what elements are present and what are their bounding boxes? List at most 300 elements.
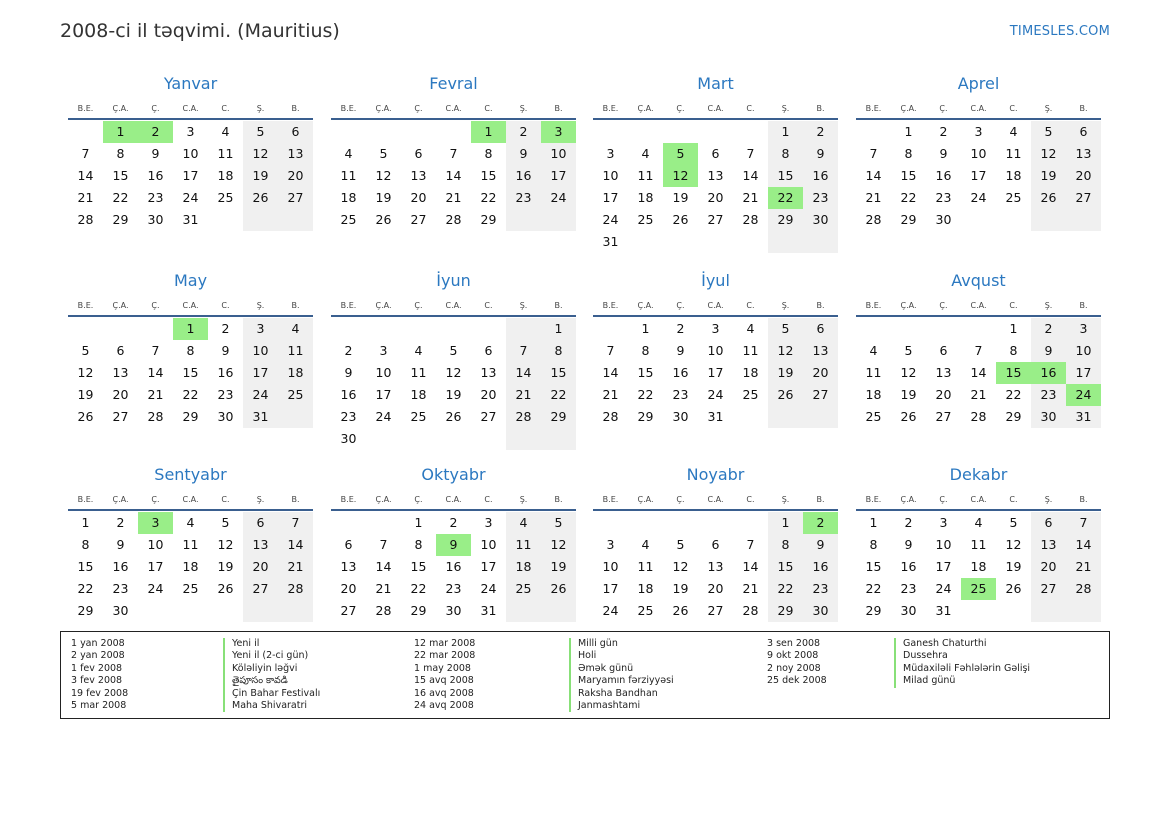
calendar-day: 27 <box>112 409 129 424</box>
calendar-day: 6 <box>484 343 493 358</box>
month-name: Dekabr <box>949 465 1008 484</box>
holiday-day: 16 <box>1031 362 1066 384</box>
calendar-day: 22 <box>112 190 129 205</box>
calendar-day: 7 <box>746 146 755 161</box>
calendar-day: 27 <box>480 409 497 424</box>
calendar-day: 20 <box>112 387 129 402</box>
calendar-day: 20 <box>707 581 724 596</box>
calendar-day: 2 <box>116 515 125 530</box>
calendar-day: 30 <box>803 600 838 622</box>
calendar-day: 18 <box>1005 168 1022 183</box>
page-title: 2008-ci il təqvimi. (Mauritius) <box>60 20 340 42</box>
calendar-day: 14 <box>506 362 541 384</box>
calendar-day: 20 <box>1066 165 1101 187</box>
calendar-day: 24 <box>375 409 392 424</box>
calendar-day: 25 <box>742 387 759 402</box>
calendar-day: 6 <box>414 146 423 161</box>
calendar-day: 19 <box>541 556 576 578</box>
calendar-day: 15 <box>637 365 654 380</box>
calendar-day: 18 <box>637 190 654 205</box>
calendar-day: 5 <box>449 343 458 358</box>
legend-date: 22 mar 2008 <box>414 650 476 662</box>
calendar-day: 7 <box>506 340 541 362</box>
calendar-day: 8 <box>414 537 423 552</box>
calendar-day: 27 <box>243 578 278 600</box>
holiday-day: 3 <box>138 512 173 534</box>
weekday-label: B. <box>291 301 300 310</box>
holiday-day: 2 <box>803 512 838 534</box>
calendar-day: 12 <box>1005 537 1022 552</box>
calendar-day: 29 <box>768 600 803 622</box>
calendar-day: 11 <box>1005 146 1022 161</box>
calendar-day: 26 <box>768 384 803 406</box>
calendar-day: 19 <box>900 387 917 402</box>
legend-date: 16 avq 2008 <box>414 687 474 699</box>
weekday-label: B.E. <box>77 104 94 113</box>
calendar-day: 25 <box>410 409 427 424</box>
calendar-day: 20 <box>410 190 427 205</box>
calendar-day: 4 <box>414 343 423 358</box>
calendar-day: 16 <box>506 165 541 187</box>
calendar-day: 25 <box>865 409 882 424</box>
calendar-day: 12 <box>900 365 917 380</box>
legend-holiday-name: Çin Bahar Festivalı <box>223 688 320 700</box>
calendar-day: 21 <box>1066 556 1101 578</box>
calendar-day: 28 <box>147 409 164 424</box>
weekday-label: Ç.A. <box>637 104 654 113</box>
calendar-day: 30 <box>935 212 952 227</box>
calendar-day: 9 <box>221 343 230 358</box>
calendar-day: 31 <box>480 603 497 618</box>
weekday-label: Ç. <box>414 301 423 310</box>
calendar-day: 31 <box>243 406 278 428</box>
calendar-day: 28 <box>1066 578 1101 600</box>
calendar-day: 26 <box>217 581 234 596</box>
calendar-day: 11 <box>182 537 199 552</box>
legend-holiday-name: Dussehra <box>894 650 1030 662</box>
calendar-day: 15 <box>768 165 803 187</box>
calendar-day: 29 <box>637 409 654 424</box>
legend-dates <box>767 638 827 688</box>
calendar-day: 8 <box>541 340 576 362</box>
calendar-day: 21 <box>602 387 619 402</box>
calendar-day: 5 <box>1009 515 1018 530</box>
calendar-day: 25 <box>217 190 234 205</box>
month-rule <box>331 509 576 511</box>
weekday-label: Ç.A. <box>112 301 129 310</box>
calendar-day: 13 <box>935 365 952 380</box>
calendar-day: 10 <box>970 146 987 161</box>
weekday-label: B.E. <box>602 301 619 310</box>
calendar-day: 27 <box>1066 187 1101 209</box>
legend-date: 5 mar 2008 <box>71 699 127 711</box>
calendar-day: 21 <box>147 387 164 402</box>
calendar-day: 17 <box>480 559 497 574</box>
calendar-day: 26 <box>1005 581 1022 596</box>
holiday-day: 12 <box>663 165 698 187</box>
calendar-day: 1 <box>768 512 803 534</box>
legend-date: 9 okt 2008 <box>767 650 819 662</box>
calendar-day: 3 <box>243 318 278 340</box>
calendar-day: 6 <box>116 343 125 358</box>
calendar-day: 23 <box>672 387 689 402</box>
calendar-day: 28 <box>742 212 759 227</box>
calendar-day: 5 <box>221 515 230 530</box>
calendar-day: 21 <box>865 190 882 205</box>
calendar-day: 6 <box>1066 121 1101 143</box>
calendar-day: 20 <box>243 556 278 578</box>
calendar-day: 1 <box>904 124 913 139</box>
calendar-day: 11 <box>970 537 987 552</box>
calendar-day: 14 <box>445 168 462 183</box>
legend-date: 1 yan 2008 <box>71 638 125 649</box>
calendar-day: 4 <box>641 537 650 552</box>
calendar-day: 5 <box>541 512 576 534</box>
calendar-day: 8 <box>768 143 803 165</box>
calendar-day: 31 <box>935 603 952 618</box>
month-name: Yanvar <box>163 74 218 93</box>
calendar-day: 30 <box>147 212 164 227</box>
calendar-day: 18 <box>410 387 427 402</box>
legend-holiday-name: Maha Shivaratri <box>223 700 320 712</box>
calendar-day: 30 <box>900 603 917 618</box>
month-name: Avqust <box>951 271 1006 290</box>
weekday-label: Ç. <box>414 495 423 504</box>
calendar-day: 10 <box>602 168 619 183</box>
calendar-day: 7 <box>81 146 90 161</box>
calendar-day: 28 <box>602 409 619 424</box>
weekday-label: Ş. <box>519 495 528 504</box>
legend-date: 3 fev 2008 <box>71 675 123 687</box>
holiday-day: 25 <box>961 578 996 600</box>
calendar-day: 14 <box>602 365 619 380</box>
calendar-day: 6 <box>1031 512 1066 534</box>
calendar-day: 27 <box>707 212 724 227</box>
calendar-day: 13 <box>1031 534 1066 556</box>
calendar-day: 5 <box>81 343 90 358</box>
calendar-day: 4 <box>186 515 195 530</box>
weekday-label: C.A. <box>970 104 987 113</box>
month-name: Noyabr <box>686 465 745 484</box>
calendar-day: 3 <box>606 146 615 161</box>
legend-names <box>223 638 320 712</box>
calendar-day: 7 <box>1066 512 1101 534</box>
calendar-day: 22 <box>865 581 882 596</box>
calendar-day: 8 <box>81 537 90 552</box>
calendar-day: 10 <box>182 146 199 161</box>
calendar-day: 1 <box>541 318 576 340</box>
calendar-day: 17 <box>707 365 724 380</box>
weekday-label: Ç.A. <box>900 495 917 504</box>
calendar-day: 25 <box>278 384 313 406</box>
weekday-label: C.A. <box>707 495 724 504</box>
weekday-label: C. <box>221 104 230 113</box>
calendar-day: 22 <box>541 384 576 406</box>
calendar-day: 21 <box>77 190 94 205</box>
weekday-label: C. <box>746 104 755 113</box>
weekend-cell <box>506 209 541 231</box>
legend-date: 19 fev 2008 <box>71 687 129 699</box>
calendar-day: 4 <box>1009 124 1018 139</box>
legend-dates <box>71 638 128 712</box>
calendar-day: 21 <box>375 581 392 596</box>
weekday-label: B.E. <box>340 104 357 113</box>
weekday-label: C.A. <box>445 495 462 504</box>
calendar-day: 21 <box>970 387 987 402</box>
weekday-label: B.E. <box>865 301 882 310</box>
holiday-day: 24 <box>1066 384 1101 406</box>
calendar-day: 23 <box>803 578 838 600</box>
weekday-label: Ş. <box>256 495 265 504</box>
calendar-day: 4 <box>278 318 313 340</box>
calendar-day: 26 <box>77 409 94 424</box>
legend-holiday-name: Maryamın fərziyyəsi <box>569 675 674 687</box>
calendar-day: 24 <box>602 212 619 227</box>
legend-date: 25 dek 2008 <box>767 675 827 687</box>
calendar-day: 8 <box>186 343 195 358</box>
calendar-day: 6 <box>939 343 948 358</box>
calendar-day: 14 <box>1066 534 1101 556</box>
calendar-day: 16 <box>340 387 357 402</box>
calendar-day: 18 <box>182 559 199 574</box>
weekday-label: Ş. <box>519 104 528 113</box>
calendar-day: 28 <box>445 212 462 227</box>
weekend-cell <box>243 600 278 622</box>
weekday-label: B. <box>554 301 563 310</box>
weekday-label: B.E. <box>340 495 357 504</box>
calendar-day: 31 <box>707 409 724 424</box>
calendar-day: 13 <box>707 559 724 574</box>
calendar-day: 10 <box>480 537 497 552</box>
legend-holiday-name: Əmək günü <box>569 663 674 675</box>
holiday-day: 1 <box>173 318 208 340</box>
weekday-label: Ş. <box>256 301 265 310</box>
weekend-cell <box>243 209 278 231</box>
weekday-label: Ç. <box>676 104 685 113</box>
calendar-day: 7 <box>278 512 313 534</box>
calendar-day: 28 <box>865 212 882 227</box>
legend-holiday-name: Müdaxiləli Fəhlələrin Gəlişi <box>894 663 1030 675</box>
weekday-label: B.E. <box>865 495 882 504</box>
calendar-day: 11 <box>340 168 357 183</box>
calendar-day: 20 <box>480 387 497 402</box>
calendar-day: 29 <box>480 212 497 227</box>
calendar-day: 6 <box>803 318 838 340</box>
weekday-label: B.E. <box>865 104 882 113</box>
calendar-day: 4 <box>641 146 650 161</box>
calendar-day: 26 <box>243 187 278 209</box>
legend-date: 3 sen 2008 <box>767 638 821 649</box>
month-name: Oktyabr <box>421 465 486 484</box>
calendar-day: 23 <box>506 187 541 209</box>
calendar-day: 25 <box>340 212 357 227</box>
calendar-day: 17 <box>602 581 619 596</box>
calendar-day: 10 <box>602 559 619 574</box>
calendar-day: 9 <box>939 146 948 161</box>
calendar-day: 5 <box>243 121 278 143</box>
weekday-label: Ç. <box>939 495 948 504</box>
weekday-label: Ç.A. <box>900 301 917 310</box>
calendar-day: 19 <box>77 387 94 402</box>
calendar-day: 5 <box>904 343 913 358</box>
month-rule <box>593 315 838 317</box>
calendar-day: 29 <box>77 603 94 618</box>
calendar-day: 15 <box>768 556 803 578</box>
calendar-day: 19 <box>672 190 689 205</box>
calendar-day: 23 <box>147 190 164 205</box>
holiday-day: 22 <box>768 187 803 209</box>
calendar-day: 23 <box>445 581 462 596</box>
weekday-label: B. <box>554 495 563 504</box>
weekday-label: B. <box>816 301 825 310</box>
holiday-day: 2 <box>138 121 173 143</box>
weekday-label: Ç. <box>676 495 685 504</box>
holiday-day: 1 <box>471 121 506 143</box>
calendar-day: 16 <box>445 559 462 574</box>
calendar-day: 27 <box>707 603 724 618</box>
weekday-label: Ç.A. <box>637 301 654 310</box>
calendar-day: 15 <box>112 168 129 183</box>
calendar-day: 28 <box>375 603 392 618</box>
calendar-day: 20 <box>1031 556 1066 578</box>
calendar-day: 5 <box>676 537 685 552</box>
calendar-day: 4 <box>506 512 541 534</box>
calendar-day: 11 <box>865 365 882 380</box>
calendar-day: 18 <box>865 387 882 402</box>
weekday-label: C.A. <box>445 301 462 310</box>
holiday-day: 9 <box>436 534 471 556</box>
calendar-day: 17 <box>970 168 987 183</box>
calendar-day: 30 <box>1031 406 1066 428</box>
calendar-day: 4 <box>746 321 755 336</box>
legend-date: 15 avq 2008 <box>414 675 474 687</box>
weekday-label: B. <box>1079 104 1088 113</box>
weekday-label: Ç. <box>151 495 160 504</box>
calendar-day: 6 <box>711 146 720 161</box>
calendar-day: 4 <box>221 124 230 139</box>
weekday-label: B.E. <box>77 495 94 504</box>
calendar-day: 22 <box>768 578 803 600</box>
calendar-day: 2 <box>904 515 913 530</box>
weekday-label: C. <box>221 495 230 504</box>
calendar-day: 7 <box>974 343 983 358</box>
calendar-day: 10 <box>147 537 164 552</box>
calendar-day: 29 <box>768 209 803 231</box>
weekday-label: Ç. <box>151 104 160 113</box>
calendar-day: 18 <box>970 559 987 574</box>
calendar-day: 14 <box>742 168 759 183</box>
calendar-day: 6 <box>243 512 278 534</box>
calendar-day: 24 <box>707 387 724 402</box>
calendar-day: 24 <box>541 187 576 209</box>
calendar-day: 24 <box>243 384 278 406</box>
weekday-label: C.A. <box>970 301 987 310</box>
calendar-day: 25 <box>637 603 654 618</box>
calendar-day: 22 <box>480 190 497 205</box>
calendar-day: 10 <box>375 365 392 380</box>
calendar-day: 9 <box>676 343 685 358</box>
holiday-day: 15 <box>996 362 1031 384</box>
calendar-day: 30 <box>445 603 462 618</box>
weekday-label: Ç.A. <box>112 495 129 504</box>
calendar-day: 17 <box>243 362 278 384</box>
month-rule <box>593 509 838 511</box>
calendar-day: 19 <box>672 581 689 596</box>
calendar-day: 26 <box>445 409 462 424</box>
calendar-day: 30 <box>112 603 129 618</box>
calendar-day: 17 <box>1066 362 1101 384</box>
legend-names <box>569 638 674 712</box>
calendar-day: 27 <box>1031 578 1066 600</box>
legend-date: 2 yan 2008 <box>71 650 125 662</box>
legend-holiday-name: Raksha Bandhan <box>569 688 674 700</box>
weekend-cell <box>506 428 541 450</box>
calendar-day: 16 <box>803 556 838 578</box>
calendar-day: 27 <box>278 187 313 209</box>
calendar-day: 6 <box>344 537 353 552</box>
weekday-label: Ş. <box>256 104 265 113</box>
calendar-day: 16 <box>672 365 689 380</box>
calendar-day: 12 <box>243 143 278 165</box>
calendar-day: 1 <box>414 515 423 530</box>
calendar-day: 23 <box>217 387 234 402</box>
calendar-day: 21 <box>445 190 462 205</box>
calendar-day: 25 <box>506 578 541 600</box>
calendar-day: 22 <box>1005 387 1022 402</box>
weekend-cell <box>278 600 313 622</box>
calendar-day: 20 <box>803 362 838 384</box>
calendar-day: 11 <box>637 168 654 183</box>
calendar-day: 12 <box>445 365 462 380</box>
calendar-day: 14 <box>970 365 987 380</box>
calendar-day: 6 <box>278 121 313 143</box>
calendar-day: 15 <box>900 168 917 183</box>
calendar-day: 22 <box>637 387 654 402</box>
weekday-label: B. <box>1079 301 1088 310</box>
weekday-label: C.A. <box>182 301 199 310</box>
calendar-day: 13 <box>112 365 129 380</box>
calendar-day: 12 <box>1031 143 1066 165</box>
calendar-day: 19 <box>375 190 392 205</box>
calendar-day: 26 <box>672 603 689 618</box>
month-rule <box>68 509 313 511</box>
weekday-label: Ş. <box>781 104 790 113</box>
weekday-label: B. <box>554 104 563 113</box>
weekend-cell <box>803 231 838 253</box>
month-rule <box>68 118 313 120</box>
legend-holiday-name: Janmashtami <box>569 700 674 712</box>
calendar-day: 1 <box>641 321 650 336</box>
calendar-day: 13 <box>340 559 357 574</box>
calendar-day: 17 <box>602 190 619 205</box>
site-link[interactable]: TIMESLES.COM <box>1009 24 1110 39</box>
calendar-day: 21 <box>742 581 759 596</box>
calendar-day: 18 <box>340 190 357 205</box>
weekday-label: Ç.A. <box>375 104 392 113</box>
weekend-cell <box>506 318 541 340</box>
weekday-label: C. <box>1009 495 1018 504</box>
weekend-cell <box>1066 600 1101 622</box>
weekday-label: Ç. <box>676 301 685 310</box>
calendar-day: 9 <box>803 143 838 165</box>
weekday-label: B. <box>816 495 825 504</box>
month-name: İyul <box>701 271 730 290</box>
calendar-day: 19 <box>1031 165 1066 187</box>
calendar-day: 5 <box>379 146 388 161</box>
weekday-label: C.A. <box>445 104 462 113</box>
calendar-day: 5 <box>1031 121 1066 143</box>
weekday-label: Ç.A. <box>375 301 392 310</box>
